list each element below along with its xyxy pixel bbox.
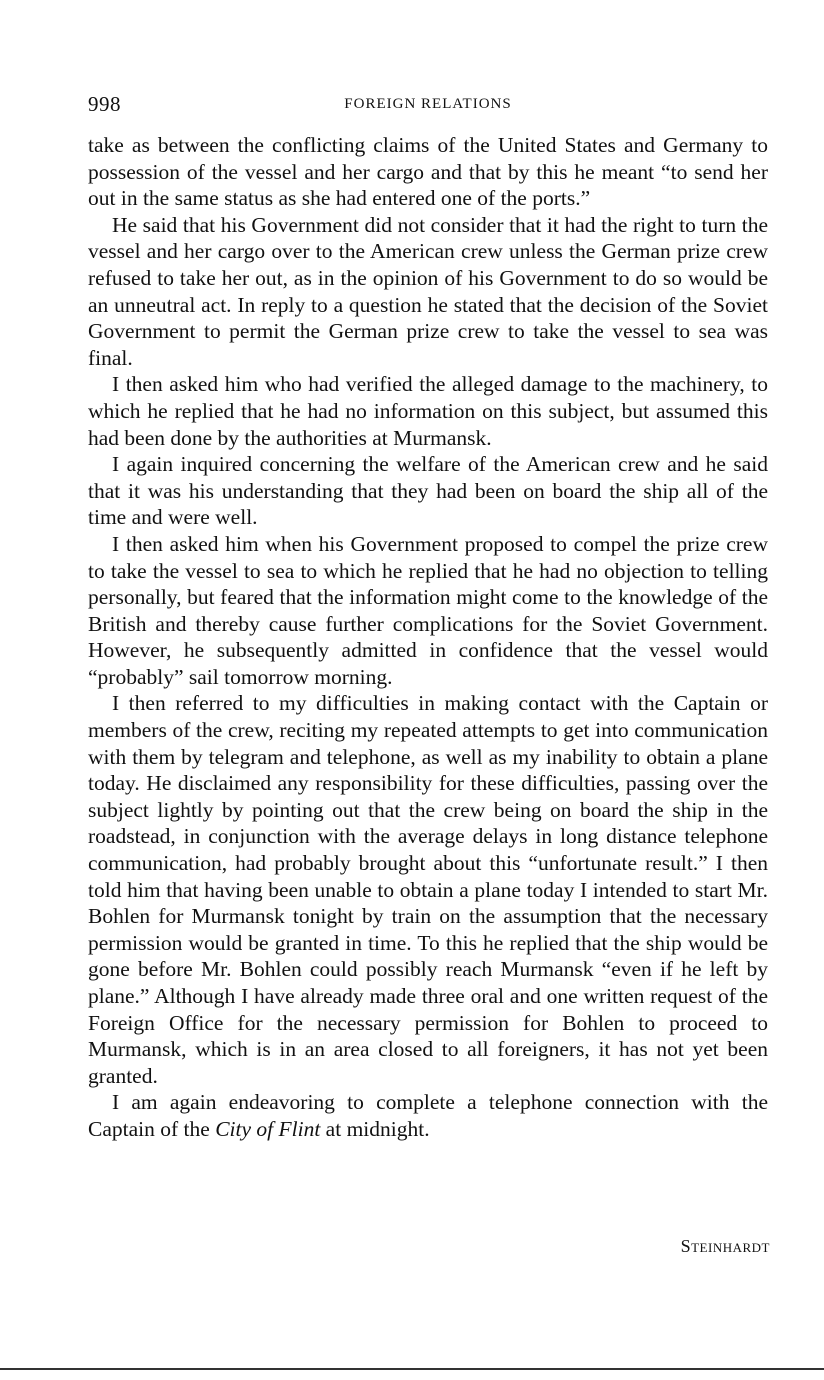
paragraph: He said that his Government did not consider that it had the right to turn the vessel and her cargo over to the American crew unless the German prize crew refused to take her out, as in the opinion of his Government to do so would be an unneutral act. In reply to a question he stated that the decision of the Soviet Government to permit the German prize crew to take the vessel to sea was final. [88,212,768,370]
page-header [88,92,768,120]
running-head: FOREIGN RELATIONS [344,96,512,112]
signature: Steinhardt [680,1236,770,1256]
final-text-before: I am again endeavoring to complete a telephone connection with the Captain of the [88,1090,768,1141]
paragraph: I again inquired concerning the welfare of the American crew and he said that it was his understanding that they had been on board the ship all of the time and were well. [88,452,768,530]
paragraph: I then asked him who had verified the alleged damage to the machinery, to which he replied that he had no information on this subject, but assumed this had been done by the authorities at Murmansk. [88,372,768,450]
paragraph: I then asked him when his Government proposed to compel the prize crew to take the vessel to sea to which he replied that he had no objection to telling personally, but feared that the information might come to the knowledge of the British and thereby cause further complications for the Soviet Government. However, he subsequently admitted in confidence that the vessel would “probably” sail tomorrow morning. [88,531,768,689]
bottom-border [0,1368,824,1370]
paragraph: I then referred to my difficulties in making contact with the Captain or members of the crew, reciting my repeated attempts to get into communication with them by telegram and telephone, as well as my inability to obtain a plane today. He disclaimed any responsibility for these difficulties, passing over the subject lightly by pointing out that the crew being on board the ship in the roadstead, in conjunction with the average delays in long distance telephone communication, had probably brought about this “unfortunate result.” I then told him that having been unable to obtain a plane today I intended to start Mr. Bohlen for Murmansk tonight by train on the assumption that the necessary permission would be granted in time. To this he replied that the ship would be gone before Mr. Bohlen could possibly reach Murmansk “even if he left by plane.” Although I have already made three oral and one written request of the Foreign Office for the necessary permission for Bohlen to proceed to Murmansk, which is in an area closed to all foreigners, it has not yet been granted. [88,691,768,1088]
paragraph-final [88,1089,768,1142]
page-number: 998 [88,92,121,116]
ship-name: City of Flint [215,1116,321,1141]
final-text-after: at midnight. [320,1116,430,1141]
paragraph-continued: take as between the conflicting claims of the United States and Germany to possession of the vessel and her cargo and that by this he meant “to send her out in the same status as she had entered one of the ports.” [88,133,768,211]
body-text [88,132,768,1143]
